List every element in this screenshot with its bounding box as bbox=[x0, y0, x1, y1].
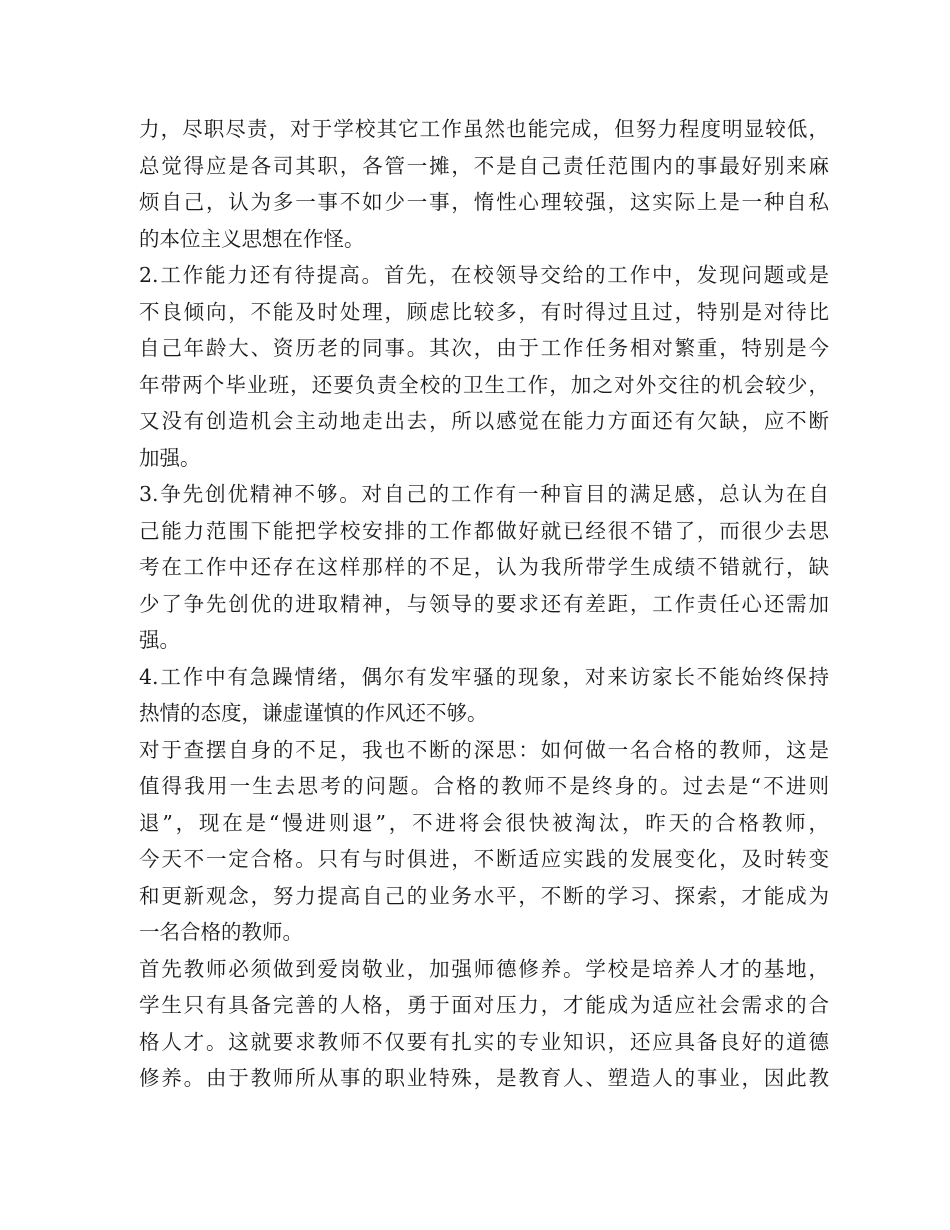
text-line: 少了争先创优的进取精神，与领导的要求还有差距，工作责任心还需加 bbox=[139, 591, 829, 616]
text-line: 今天不一定合格。只有与时俱进，不断适应实践的发展变化，及时转变 bbox=[139, 847, 829, 871]
text-line: 自己年龄大、资历老的同事。其次，由于工作任务相对繁重，特别是今 bbox=[139, 336, 829, 360]
text-line: 一名合格的教师。 bbox=[139, 920, 303, 944]
text-line: 强。 bbox=[139, 628, 180, 652]
text-line: 2.工作能力还有待提高。首先，在校领导交给的工作中，发现问题或是 bbox=[139, 263, 829, 287]
text-line: 力，尽职尽责，对于学校其它工作虽然也能完成，但努力程度明显较低， bbox=[139, 117, 829, 141]
text-line: 3.争先创优精神不够。对自己的工作有一种盲目的满足感，总认为在自 bbox=[139, 482, 829, 506]
text-line: 总觉得应是各司其职，各管一摊，不是自己责任范围内的事最好别来麻 bbox=[139, 153, 829, 178]
text-line: 学生只有具备完善的人格，勇于面对压力，才能成为适应社会需求的合 bbox=[139, 993, 829, 1017]
text-line: 不良倾向，不能及时处理，顾虑比较多，有时得过且过，特别是对待比 bbox=[139, 299, 829, 324]
document-body-text bbox=[139, 111, 829, 1097]
text-line: 加强。 bbox=[139, 445, 201, 470]
text-line: 首先教师必须做到爱岗敬业，加强师德修养。学校是培养人才的基地， bbox=[139, 956, 829, 981]
text-line: 烦自己，认为多一事不如少一事，惰性心理较强，这实际上是一种自私 bbox=[139, 190, 829, 214]
text-line: 对于查摆自身的不足，我也不断的深思：如何做一名合格的教师，这是 bbox=[139, 737, 829, 762]
text-line: 修养。由于教师所从事的职业特殊，是教育人、塑造人的事业，因此教 bbox=[139, 1066, 829, 1090]
text-line: 又没有创造机会主动地走出去，所以感觉在能力方面还有欠缺，应不断 bbox=[139, 409, 829, 433]
text-line: 热情的态度，谦虚谨慎的作风还不够。 bbox=[139, 701, 488, 725]
text-line: 值得我用一生去思考的问题。合格的教师不是终身的。过去是“不进则 bbox=[139, 774, 829, 798]
text-line: 的本位主义思想在作怪。 bbox=[139, 226, 365, 251]
text-line: 和更新观念，努力提高自己的业务水平，不断的学习、探索，才能成为 bbox=[139, 883, 829, 908]
text-line: 考在工作中还存在这样那样的不足，认为我所带学生成绩不错就行，缺 bbox=[139, 555, 829, 579]
text-line: 格人才。这就要求教师不仅要有扎实的专业知识，还应具备良好的道德 bbox=[139, 1029, 829, 1054]
text-line: 年带两个毕业班，还要负责全校的卫生工作，加之对外交往的机会较少， bbox=[139, 372, 829, 397]
text-line: 退”，现在是“慢进则退”，不进将会很快被淘汰，昨天的合格教师， bbox=[139, 810, 829, 835]
text-line: 4.工作中有急躁情绪，偶尔有发牢骚的现象，对来访家长不能始终保持 bbox=[139, 664, 829, 689]
text-line: 己能力范围下能把学校安排的工作都做好就已经很不错了，而很少去思 bbox=[139, 518, 829, 543]
